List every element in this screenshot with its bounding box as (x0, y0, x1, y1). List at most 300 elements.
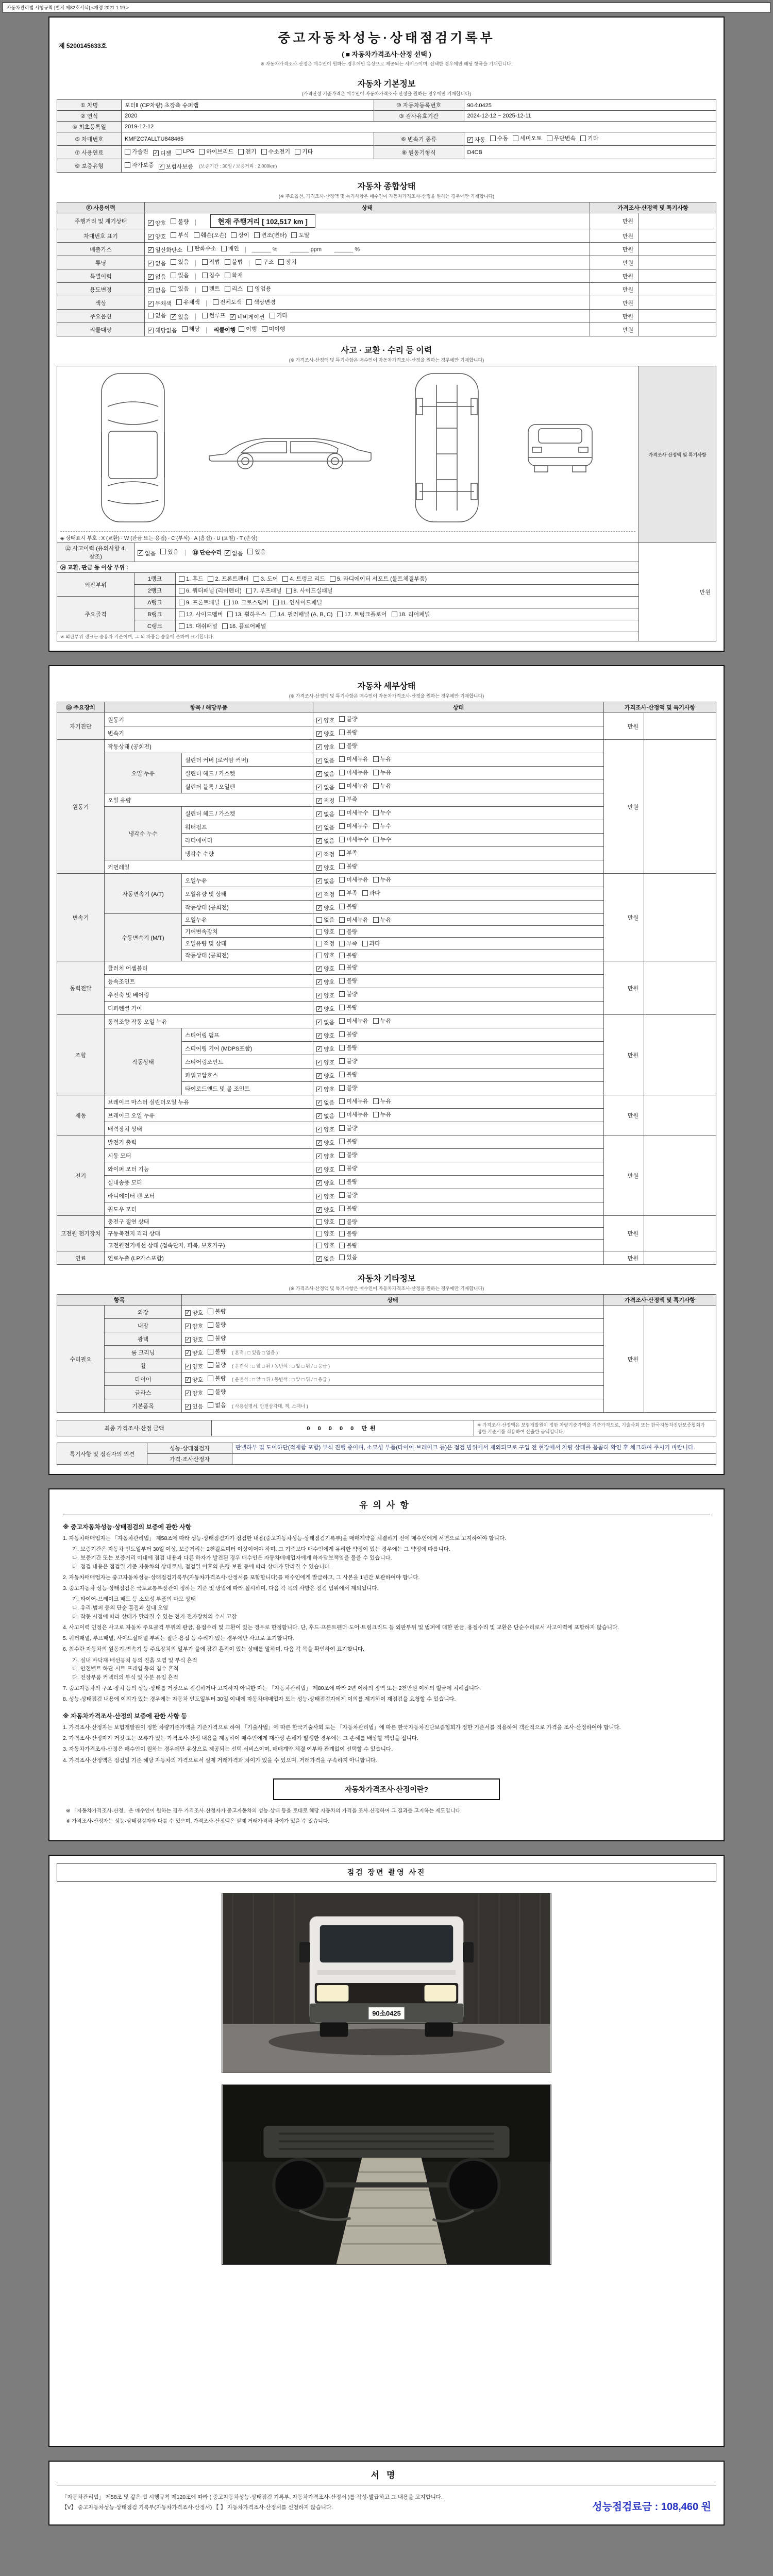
checkbox-option[interactable] (239, 325, 257, 333)
checkbox[interactable] (339, 1072, 345, 1077)
checkbox-option[interactable] (339, 1097, 368, 1105)
checkbox-option[interactable] (231, 231, 249, 239)
checkbox[interactable] (171, 273, 176, 278)
checkbox[interactable]: ✓ (138, 550, 143, 556)
checkbox[interactable] (179, 623, 184, 629)
checkbox[interactable] (179, 576, 184, 582)
checkbox[interactable] (208, 1362, 213, 1368)
checkbox[interactable] (373, 877, 379, 883)
checkbox[interactable] (339, 1243, 345, 1248)
checkbox[interactable] (179, 612, 184, 617)
checkbox-option[interactable] (373, 755, 391, 763)
checkbox[interactable] (339, 823, 345, 829)
checkbox[interactable] (208, 576, 213, 582)
checkbox[interactable] (171, 259, 176, 265)
checkbox[interactable] (339, 1152, 345, 1158)
checkbox-option[interactable] (339, 1137, 357, 1145)
checkbox-option[interactable] (339, 1177, 357, 1185)
checkbox[interactable] (339, 964, 345, 970)
checkbox[interactable]: ✓ (148, 300, 153, 307)
checkbox[interactable] (339, 743, 345, 749)
checkbox[interactable] (580, 135, 586, 141)
checkbox-option[interactable] (208, 1320, 226, 1329)
checkbox-option[interactable] (148, 299, 172, 308)
checkbox[interactable] (202, 286, 208, 292)
checkbox-option[interactable] (339, 951, 357, 959)
checkbox[interactable]: ✓ (317, 731, 322, 737)
checkbox-option[interactable] (339, 849, 357, 857)
checkbox-option[interactable] (316, 951, 334, 959)
checkbox[interactable]: ✓ (230, 314, 236, 320)
checkbox[interactable] (339, 1231, 345, 1236)
checkbox-option[interactable] (171, 271, 189, 279)
checkbox[interactable] (339, 917, 345, 923)
checkbox-option[interactable] (339, 963, 357, 971)
checkbox[interactable] (222, 623, 228, 629)
checkbox-option[interactable] (125, 161, 154, 169)
checkbox[interactable]: ✓ (186, 1377, 190, 1383)
checkbox[interactable]: ✓ (317, 838, 322, 844)
checkbox[interactable]: ✓ (317, 1019, 322, 1025)
checkbox-option[interactable] (208, 1374, 226, 1382)
checkbox[interactable] (339, 1206, 345, 1211)
checkbox[interactable] (202, 313, 208, 318)
checkbox-option[interactable] (316, 1045, 334, 1053)
checkbox[interactable] (339, 1139, 345, 1144)
checkbox[interactable]: ✓ (186, 1336, 190, 1343)
checkbox-option[interactable] (316, 1139, 334, 1147)
checkbox[interactable] (179, 600, 184, 605)
checkbox-option[interactable] (179, 574, 203, 583)
checkbox-option[interactable] (337, 610, 386, 618)
checkbox[interactable] (208, 1335, 213, 1341)
checkbox-option[interactable] (373, 916, 391, 924)
checkbox-option[interactable] (262, 325, 285, 333)
checkbox[interactable] (199, 149, 205, 155)
checkbox-option[interactable] (339, 1057, 357, 1065)
checkbox[interactable]: ✓ (159, 163, 164, 170)
checkbox[interactable] (295, 149, 300, 155)
checkbox[interactable] (202, 259, 208, 265)
checkbox-option[interactable] (339, 1043, 357, 1052)
checkbox-option[interactable] (254, 231, 287, 239)
checkbox[interactable] (373, 917, 379, 923)
checkbox-option[interactable] (339, 990, 357, 998)
checkbox[interactable]: ✓ (317, 1099, 322, 1106)
checkbox-option[interactable] (339, 1164, 357, 1172)
checkbox[interactable] (148, 313, 154, 318)
checkbox-option[interactable] (316, 939, 334, 947)
checkbox[interactable]: ✓ (186, 1310, 190, 1316)
checkbox-option[interactable] (185, 1402, 203, 1411)
checkbox-option[interactable] (176, 298, 200, 306)
checkbox-option[interactable] (171, 313, 189, 321)
checkbox[interactable] (125, 162, 130, 168)
checkbox[interactable]: ✓ (317, 1073, 322, 1079)
checkbox[interactable]: ✓ (317, 1059, 322, 1065)
checkbox-option[interactable] (148, 286, 166, 294)
checkbox-option[interactable] (179, 598, 220, 606)
checkbox[interactable] (194, 232, 199, 238)
checkbox-option[interactable] (138, 549, 156, 557)
checkbox-option[interactable] (316, 783, 334, 791)
checkbox-option[interactable] (185, 1349, 203, 1357)
checkbox[interactable]: ✓ (317, 1113, 322, 1119)
checkbox-option[interactable] (339, 1083, 357, 1092)
checkbox[interactable] (339, 756, 345, 762)
checkbox-option[interactable] (339, 822, 368, 830)
checkbox-option[interactable] (373, 835, 391, 843)
checkbox[interactable]: ✓ (148, 287, 153, 293)
checkbox-option[interactable] (202, 311, 226, 319)
checkbox[interactable] (125, 149, 130, 155)
checkbox-option[interactable] (179, 622, 217, 630)
checkbox-option[interactable] (316, 978, 334, 986)
checkbox-option[interactable] (330, 574, 427, 583)
checkbox[interactable]: ✓ (317, 771, 322, 777)
checkbox[interactable]: ✓ (317, 1256, 322, 1262)
checkbox[interactable] (247, 286, 253, 292)
checkbox-option[interactable] (316, 837, 334, 845)
checkbox-option[interactable] (185, 1376, 203, 1384)
checkbox-option[interactable] (392, 610, 430, 618)
checkbox[interactable]: ✓ (317, 811, 322, 817)
checkbox[interactable]: ✓ (317, 905, 322, 911)
checkbox-option[interactable] (148, 326, 177, 334)
checkbox[interactable] (339, 810, 345, 816)
checkbox-option[interactable] (339, 782, 368, 790)
checkbox-option[interactable] (282, 574, 325, 583)
checkbox-option[interactable] (339, 902, 357, 910)
checkbox-option[interactable] (339, 728, 357, 736)
checkbox[interactable] (254, 232, 260, 238)
checkbox[interactable] (339, 991, 345, 997)
checkbox[interactable]: ✓ (317, 757, 322, 764)
checkbox[interactable] (373, 837, 379, 842)
checkbox[interactable] (339, 716, 345, 722)
checkbox-option[interactable] (316, 1085, 334, 1093)
checkbox[interactable] (339, 1112, 345, 1117)
checkbox-option[interactable] (246, 586, 282, 595)
checkbox[interactable] (339, 1098, 345, 1104)
checkbox-option[interactable] (316, 1098, 334, 1107)
checkbox-option[interactable] (362, 889, 380, 897)
checkbox[interactable] (316, 953, 322, 958)
checkbox-option[interactable] (316, 1179, 334, 1187)
checkbox-option[interactable] (185, 1362, 203, 1370)
checkbox-option[interactable] (373, 782, 391, 790)
checkbox-option[interactable] (373, 768, 391, 776)
checkbox-option[interactable] (225, 549, 243, 557)
checkbox-option[interactable] (373, 1016, 391, 1025)
checkbox[interactable] (261, 149, 267, 155)
checkbox-option[interactable] (316, 796, 334, 805)
checkbox-option[interactable] (148, 219, 166, 227)
checkbox-option[interactable] (339, 1124, 357, 1132)
checkbox[interactable]: ✓ (317, 1207, 322, 1213)
checkbox[interactable]: ✓ (317, 824, 322, 831)
checkbox-option[interactable] (316, 730, 334, 738)
checkbox-option[interactable] (339, 835, 368, 843)
checkbox[interactable] (339, 953, 345, 958)
checkbox[interactable] (339, 877, 345, 883)
checkbox[interactable]: ✓ (317, 1032, 322, 1039)
checkbox-option[interactable] (316, 1031, 334, 1040)
checkbox[interactable]: ✓ (317, 744, 322, 750)
checkbox-option[interactable] (225, 258, 243, 266)
checkbox[interactable] (282, 576, 288, 582)
checkbox[interactable] (339, 850, 345, 856)
checkbox-option[interactable] (247, 284, 271, 293)
checkbox-option[interactable] (373, 1097, 391, 1105)
checkbox-option[interactable] (316, 1165, 334, 1174)
checkbox-option[interactable] (171, 231, 189, 239)
checkbox-option[interactable] (339, 875, 368, 884)
checkbox[interactable] (373, 770, 379, 775)
checkbox-option[interactable] (316, 823, 334, 832)
checkbox[interactable] (160, 549, 166, 554)
checkbox-option[interactable] (160, 548, 178, 556)
checkbox[interactable]: ✓ (317, 1140, 322, 1146)
checkbox[interactable] (373, 1018, 379, 1024)
checkbox[interactable] (316, 1243, 322, 1248)
checkbox-option[interactable] (316, 991, 334, 999)
checkbox-option[interactable] (316, 1005, 334, 1013)
checkbox-option[interactable] (202, 284, 220, 293)
checkbox[interactable] (231, 232, 237, 238)
checkbox[interactable] (339, 863, 345, 869)
checkbox[interactable]: ✓ (186, 1403, 190, 1410)
checkbox-option[interactable] (202, 271, 220, 279)
checkbox[interactable] (339, 1165, 345, 1171)
checkbox-option[interactable] (316, 863, 334, 872)
checkbox-option[interactable] (291, 231, 309, 239)
checkbox[interactable] (213, 299, 219, 305)
checkbox[interactable] (490, 135, 496, 141)
checkbox-option[interactable] (273, 598, 322, 606)
checkbox-option[interactable] (373, 875, 391, 884)
checkbox-option[interactable] (339, 768, 368, 776)
checkbox-option[interactable] (179, 610, 223, 618)
checkbox[interactable]: ✓ (317, 1006, 322, 1012)
checkbox[interactable] (373, 756, 379, 762)
checkbox-option[interactable] (339, 927, 357, 936)
checkbox[interactable] (392, 612, 397, 617)
checkbox-option[interactable] (339, 1217, 357, 1226)
checkbox-option[interactable] (202, 258, 220, 266)
checkbox-option[interactable] (339, 1229, 357, 1238)
checkbox-option[interactable] (316, 1229, 334, 1238)
checkbox-option[interactable] (339, 976, 357, 985)
checkbox-option[interactable] (316, 1072, 334, 1080)
checkbox[interactable] (373, 1098, 379, 1104)
checkbox[interactable] (339, 1045, 345, 1050)
checkbox-option[interactable] (208, 1361, 226, 1369)
checkbox-option[interactable] (373, 822, 391, 830)
checkbox[interactable] (339, 1125, 345, 1131)
checkbox[interactable]: ✓ (317, 891, 322, 897)
checkbox[interactable] (339, 1192, 345, 1198)
checkbox-option[interactable] (261, 147, 291, 156)
checkbox-option[interactable] (316, 1255, 334, 1263)
checkbox[interactable] (286, 588, 292, 594)
checkbox[interactable] (337, 612, 343, 617)
checkbox-option[interactable] (339, 889, 357, 897)
checkbox[interactable] (171, 218, 176, 224)
checkbox-option[interactable] (185, 1322, 203, 1330)
checkbox-option[interactable] (316, 890, 334, 899)
checkbox[interactable] (225, 273, 230, 278)
checkbox-option[interactable] (316, 1152, 334, 1160)
checkbox-option[interactable] (208, 1334, 226, 1342)
checkbox-option[interactable] (316, 916, 334, 924)
checkbox[interactable] (339, 1255, 345, 1260)
checkbox[interactable] (270, 313, 275, 318)
checkbox[interactable] (176, 149, 181, 155)
checkbox-option[interactable] (199, 147, 233, 156)
checkbox-option[interactable] (148, 273, 166, 281)
checkbox-option[interactable] (148, 259, 166, 267)
checkbox[interactable]: ✓ (154, 150, 158, 156)
checkbox[interactable] (225, 286, 230, 292)
checkbox-option[interactable] (171, 258, 189, 266)
checkbox[interactable]: ✓ (171, 314, 176, 320)
checkbox[interactable] (271, 612, 276, 617)
checkbox-option[interactable] (339, 1110, 368, 1118)
checkbox[interactable]: ✓ (148, 274, 153, 280)
checkbox[interactable]: ✓ (148, 327, 153, 333)
checkbox-option[interactable] (208, 1401, 226, 1409)
checkbox-option[interactable] (208, 574, 248, 583)
checkbox-option[interactable] (339, 1253, 357, 1261)
checkbox[interactable] (330, 576, 335, 582)
checkbox[interactable] (339, 929, 345, 935)
checkbox-option[interactable] (316, 877, 334, 885)
checkbox[interactable]: ✓ (317, 1126, 322, 1132)
checkbox[interactable] (373, 823, 379, 829)
checkbox-option[interactable] (316, 756, 334, 765)
checkbox-option[interactable] (316, 1058, 334, 1066)
checkbox-option[interactable] (185, 1335, 203, 1344)
checkbox-option[interactable] (316, 850, 334, 858)
checkbox[interactable]: ✓ (148, 260, 153, 266)
checkbox[interactable] (339, 1058, 345, 1064)
checkbox-option[interactable] (148, 232, 166, 241)
checkbox[interactable] (247, 549, 253, 554)
checkbox-option[interactable] (171, 284, 189, 293)
checkbox[interactable] (171, 286, 176, 292)
checkbox[interactable] (202, 273, 208, 278)
checkbox-option[interactable] (286, 586, 332, 595)
checkbox[interactable] (208, 1389, 213, 1395)
checkbox-option[interactable] (316, 1112, 334, 1120)
checkbox[interactable] (373, 1112, 379, 1117)
checkbox[interactable]: ✓ (317, 1086, 322, 1092)
checkbox[interactable] (339, 796, 345, 802)
checkbox-option[interactable] (339, 755, 368, 763)
checkbox[interactable] (208, 1309, 213, 1314)
checkbox-option[interactable] (271, 610, 332, 618)
checkbox-option[interactable] (339, 1204, 357, 1212)
checkbox-option[interactable] (254, 574, 278, 583)
checkbox[interactable] (224, 600, 230, 605)
checkbox[interactable]: ✓ (317, 979, 322, 985)
checkbox-option[interactable] (316, 1217, 334, 1226)
checkbox[interactable] (278, 259, 284, 265)
checkbox[interactable] (262, 326, 267, 332)
checkbox[interactable] (339, 770, 345, 775)
checkbox-option[interactable] (176, 148, 194, 155)
checkbox[interactable]: ✓ (317, 878, 322, 884)
checkbox-option[interactable] (316, 770, 334, 778)
checkbox-option[interactable] (278, 258, 296, 266)
checkbox[interactable] (339, 904, 345, 909)
checkbox-option[interactable] (185, 1389, 203, 1397)
checkbox-option[interactable] (221, 244, 239, 252)
checkbox[interactable] (179, 588, 184, 594)
checkbox[interactable]: ✓ (186, 1323, 190, 1329)
checkbox[interactable] (339, 941, 345, 946)
checkbox[interactable] (187, 246, 193, 251)
checkbox[interactable] (373, 810, 379, 816)
checkbox[interactable] (208, 1376, 213, 1381)
checkbox[interactable]: ✓ (317, 992, 322, 998)
checkbox[interactable]: ✓ (225, 550, 230, 556)
checkbox-option[interactable] (316, 1125, 334, 1133)
checkbox[interactable] (227, 612, 233, 617)
checkbox[interactable] (208, 1322, 213, 1328)
checkbox[interactable] (339, 1219, 345, 1225)
checkbox[interactable]: ✓ (317, 1193, 322, 1199)
checkbox[interactable]: ✓ (317, 717, 322, 723)
checkbox-option[interactable] (224, 598, 268, 606)
checkbox-option[interactable] (316, 1018, 334, 1026)
checkbox-option[interactable] (339, 1030, 357, 1038)
checkbox-option[interactable] (339, 715, 357, 723)
checkbox[interactable] (171, 232, 176, 238)
checkbox[interactable] (208, 1402, 213, 1408)
checkbox[interactable] (225, 259, 230, 265)
checkbox[interactable]: ✓ (317, 1153, 322, 1159)
checkbox[interactable] (316, 941, 322, 946)
checkbox-option[interactable] (256, 258, 274, 266)
checkbox[interactable] (238, 149, 244, 155)
checkbox-option[interactable] (230, 313, 264, 321)
checkbox-option[interactable] (148, 311, 166, 319)
checkbox[interactable]: ✓ (317, 1166, 322, 1173)
checkbox-option[interactable] (225, 271, 243, 279)
checkbox[interactable] (273, 600, 279, 605)
checkbox-option[interactable] (208, 1387, 226, 1396)
checkbox-option[interactable] (339, 1016, 368, 1025)
checkbox[interactable] (547, 135, 552, 141)
checkbox[interactable] (316, 1219, 322, 1225)
checkbox[interactable] (373, 783, 379, 789)
checkbox-option[interactable] (339, 1070, 357, 1078)
checkbox-option[interactable] (339, 916, 368, 924)
checkbox-option[interactable] (316, 964, 334, 973)
checkbox-option[interactable] (490, 134, 508, 142)
checkbox-option[interactable] (225, 284, 243, 293)
checkbox[interactable] (513, 135, 518, 141)
checkbox-option[interactable] (208, 1307, 226, 1315)
checkbox-option[interactable] (339, 808, 368, 817)
checkbox-option[interactable] (227, 610, 266, 618)
checkbox-option[interactable] (316, 743, 334, 751)
checkbox[interactable] (339, 783, 345, 789)
checkbox-option[interactable] (208, 1347, 226, 1355)
checkbox-option[interactable] (373, 1110, 391, 1118)
